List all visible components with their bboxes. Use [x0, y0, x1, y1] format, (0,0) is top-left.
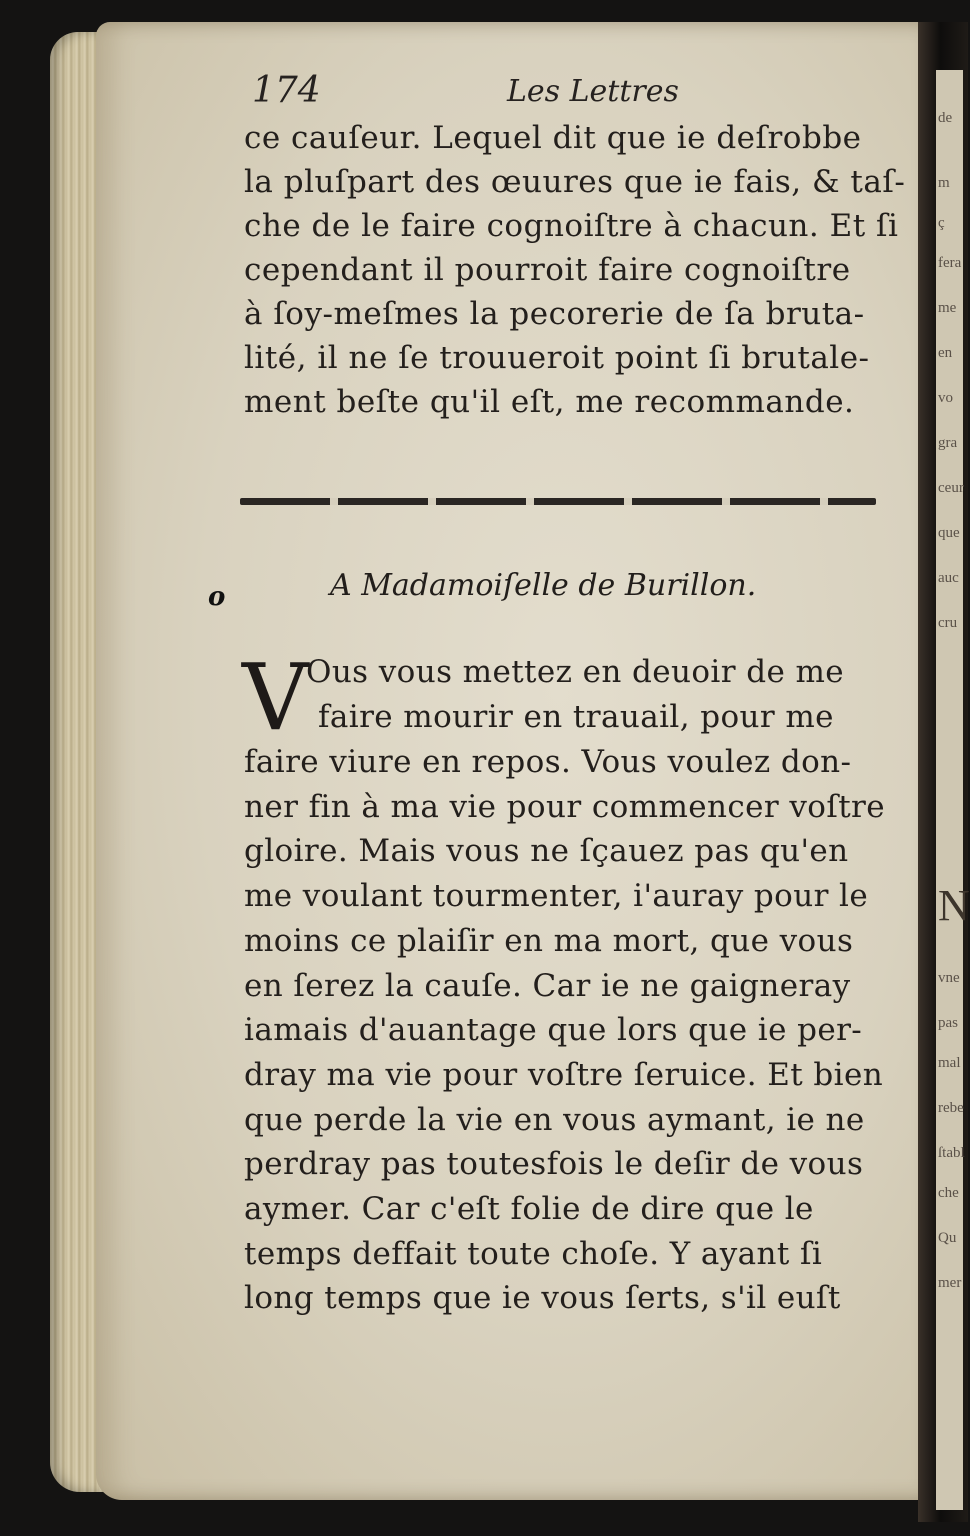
- text-line: temps deffait toute choſe. Y ayant ſi: [244, 1235, 823, 1272]
- facing-page-fragment: vne: [938, 970, 960, 986]
- text-line: la pluſpart des œuures que ie fais, & taſ-: [244, 164, 906, 200]
- running-head: Les Lettres: [507, 74, 679, 109]
- facing-page-fragment: fera: [938, 255, 962, 271]
- text-line: à ſoy-meſmes la pecorerie de ſa bruta-: [244, 296, 865, 332]
- facing-page-fragment: ceur: [938, 480, 964, 496]
- facing-page-fragment: mer: [938, 1275, 962, 1291]
- facing-page-fragment: Qu: [938, 1230, 957, 1246]
- text-line: aymer. Car c'eſt folie de dire que le: [244, 1191, 814, 1227]
- text-line: cependant il pourroit faire cognoiſtre: [244, 252, 851, 288]
- facing-page-fragment: che: [938, 1185, 959, 1201]
- text-line: iamais d'auantage que lors que ie per-: [244, 1012, 863, 1049]
- text-line: Ous vous mettez en deuoir de me: [306, 654, 844, 690]
- text-line: moins ce plaiſir en ma mort, que vous: [244, 922, 854, 959]
- page-header: [252, 70, 682, 110]
- facing-page-fragment: mal: [938, 1055, 961, 1071]
- text-line: long temps que ie vous ſerts, s'il euſt: [244, 1280, 841, 1317]
- facing-page-fragment: auc: [938, 570, 959, 586]
- facing-page-fragment: m: [938, 175, 950, 191]
- facing-page-fragment: en: [938, 345, 953, 361]
- facing-page-fragment: ç: [938, 215, 945, 231]
- text-line: me voulant tourmenter, i'auray pour le: [244, 878, 869, 915]
- facing-page-fragment: me: [938, 300, 957, 316]
- text-line: ment beſte qu'il eſt, me recommande.: [244, 384, 855, 420]
- text-line: lité, il ne ſe trouueroit point ſi brutale-: [244, 340, 870, 376]
- facing-page-fragment: de: [938, 110, 953, 126]
- facing-page-fragment: N: [938, 881, 970, 930]
- text-line: perdray pas toutesfois le deſir de vous: [244, 1146, 864, 1183]
- margin-mark: o: [208, 582, 226, 612]
- text-line: faire mourir en trauail, pour me: [318, 699, 834, 735]
- facing-page-fragment: que: [938, 525, 960, 541]
- facing-page-fragment: gra: [938, 435, 958, 451]
- text-line: en ſerez la cauſe. Car ie ne gaigneray: [244, 967, 851, 1004]
- text-line: faire viure en repos. Vous voulez don-: [244, 744, 852, 780]
- text-line: ner fin à ma vie pour commencer voſtre: [244, 788, 886, 825]
- facing-page-fragment: vo: [938, 390, 953, 406]
- text-line: dray ma vie pour voſtre ſeruice. Et bien: [244, 1056, 884, 1093]
- text-line: che de le faire cognoiſtre à chacun. Et ſi: [244, 208, 899, 244]
- page-number: 174: [252, 70, 321, 111]
- text-line: que perde la vie en vous aymant, ie ne: [244, 1101, 865, 1138]
- section-divider: [240, 498, 876, 505]
- letter-heading: A Madamoiſelle de Burillon.: [330, 568, 757, 603]
- facing-page-fragment: ſtabl: [938, 1145, 965, 1161]
- facing-page-fragment: cru: [938, 615, 958, 631]
- text-line: gloire. Mais vous ne ſçauez pas qu'en: [244, 833, 849, 870]
- facing-page-fragment: pas: [938, 1015, 958, 1031]
- facing-page-strip: [936, 70, 970, 1510]
- text-line: ce cauſeur. Lequel dit que ie deſrobbe: [244, 120, 862, 156]
- facing-page-fragment: rebe: [938, 1100, 964, 1116]
- drop-cap: V: [242, 644, 309, 751]
